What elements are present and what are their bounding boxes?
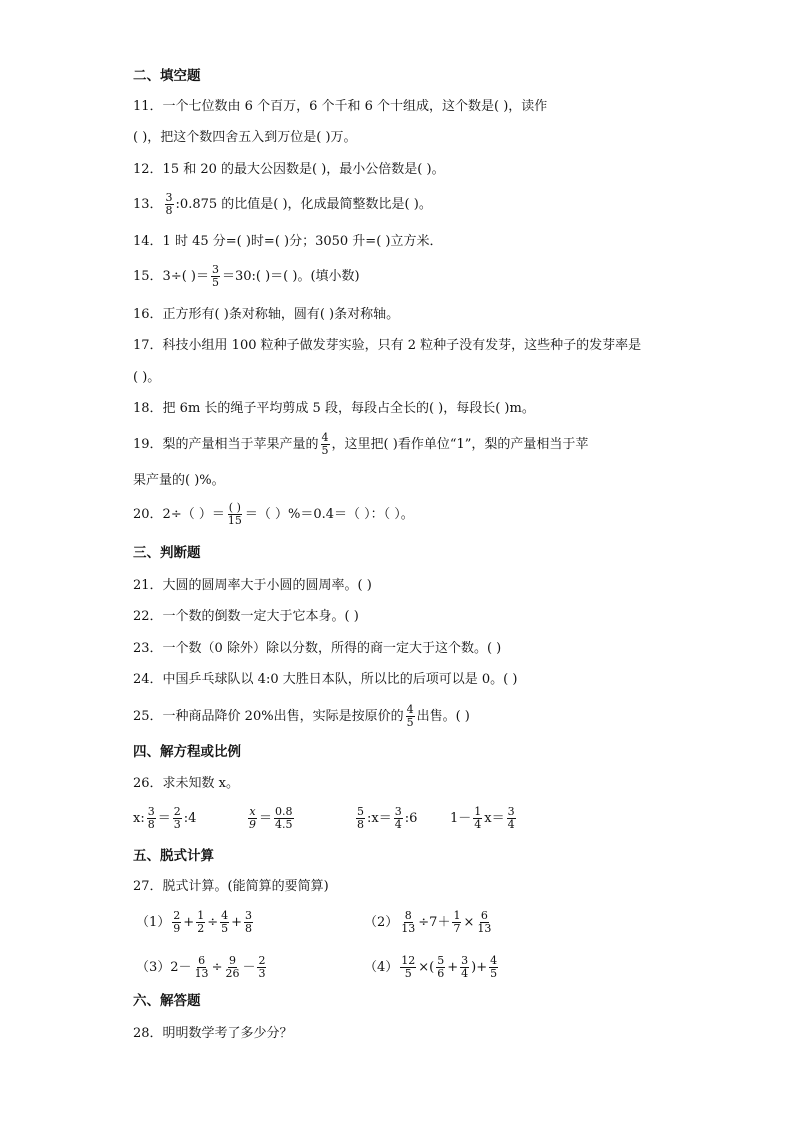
- question-25: 25．一种商品降价 20%出售，实际是按原价的 $\frac{4}{5}$ 出售。( ): [133, 703, 470, 729]
- fraction: $\frac{1}{4}$: [474, 805, 482, 831]
- question-19-line-1: 19．梨的产量相当于苹果产量的 $\frac{4}{5}$ ，这里把( )看作单位“1”，梨的产量相当于苹: [133, 431, 589, 457]
- fraction: $\frac{3}{5}$: [211, 263, 219, 289]
- question-17-line-2: ( )。: [133, 370, 161, 385]
- question-21: 21．大圆的圆周率大于小圆的圆周率。( ): [133, 578, 372, 593]
- fraction: $\frac{x}{9}$: [249, 805, 256, 831]
- question-11-line-1: 11．一个七位数由 6 个百万，6 个千和 6 个十组成，这个数是( )，读作: [133, 99, 548, 114]
- question-24: 24．中国乒乓球队以 4:0 大胜日本队，所以比的后项可以是 0。( ): [133, 672, 518, 687]
- fraction: $\frac{3}{4}$: [394, 805, 402, 831]
- question-13: [133, 192, 432, 217]
- calc-problem-1: （1） $\frac{2}{9}$ + $\frac{1}{2}$ ÷ $\frac{4}{5}$ + $\frac{3}{8}$: [136, 909, 252, 935]
- equation-4: 1－ $\frac{1}{4}$ x＝ $\frac{3}{4}$: [450, 805, 515, 831]
- fraction: $\frac{4}{5}$: [221, 909, 229, 935]
- fraction: $\frac{4}{5}$: [321, 431, 329, 457]
- equation-1: x: $\frac{3}{8}$ ＝ $\frac{2}{3}$ :4: [133, 805, 197, 831]
- question-13-text: :0.875 的比值是( )，化成最简整数比是( )。: [175, 197, 432, 212]
- fraction: $\frac{5}{8}$: [357, 805, 364, 831]
- question-17-line-1: 17．科技小组用 100 粒种子做发芽实验，只有 2 粒种子没有发芽，这些种子的发芽率是: [133, 338, 642, 353]
- fraction: $\frac{3}{8}$: [165, 191, 173, 217]
- fraction: $\frac{2}{3}$: [258, 954, 266, 980]
- question-14: 14．1 时 45 分=( )时=( )分；3050 升=( )立方米．: [133, 234, 443, 249]
- question-23: 23．一个数（0 除外）除以分数，所得的商一定大于这个数。( ): [133, 641, 502, 656]
- fraction: $\frac{2}{3}$: [173, 805, 181, 831]
- equation-2: $\frac{x}{9}$ ＝ $\frac{0.8}{4.5}$: [249, 805, 293, 831]
- fraction: $\frac{0.8}{4.5}$: [275, 805, 293, 831]
- fraction: $\frac{12}{5}$: [401, 954, 416, 980]
- question-26-title: 26．求未知数 x。: [133, 776, 240, 791]
- fraction: $\frac{4}{5}$: [406, 703, 414, 729]
- question-20: 20．2÷（ ）＝ $\frac{( )}{15}$ ＝（ ）%＝0.4＝（ ）：（ ）。: [133, 501, 414, 527]
- question-15: 15．3÷( )＝ $\frac{3}{5}$ ＝30:( )＝( )。(填小数): [133, 263, 360, 289]
- section-heading-fill-in: 二、填空题: [133, 68, 201, 84]
- section-heading-true-false: 三、判断题: [133, 545, 201, 561]
- question-28: 28．明明数学考了多少分？: [133, 1026, 293, 1041]
- question-19-line-2: 果产量的( )%。: [133, 473, 225, 488]
- question-11-line-2: ( )，把这个数四舍五入到万位是( )万。: [133, 130, 357, 145]
- question-18: 18．把 6m 长的绳子平均剪成 5 段，每段占全长的( )，每段长( )m。: [133, 401, 535, 416]
- fraction: $\frac{( )}{15}$: [227, 501, 242, 527]
- fraction: $\frac{1}{2}$: [197, 909, 205, 935]
- fraction: $\frac{1}{7}$: [453, 909, 461, 935]
- fraction: $\frac{5}{6}$: [437, 954, 445, 980]
- fraction: $\frac{4}{5}$: [490, 954, 498, 980]
- question-16: 16．正方形有( )条对称轴，圆有( )条对称轴。: [133, 307, 400, 322]
- section-heading-word-problems: 六、解答题: [133, 993, 201, 1009]
- equation-3: $\frac{5}{8}$ :x＝ $\frac{3}{4}$ :6: [357, 805, 418, 831]
- question-13-number: 13．: [133, 197, 163, 212]
- fraction: $\frac{6}{13}$: [194, 954, 209, 980]
- calc-problem-3: （3）2－ $\frac{6}{13}$ ÷ $\frac{9}{26}$ － $\frac{2}{3}$: [136, 954, 266, 980]
- fraction: $\frac{3}{4}$: [461, 954, 469, 980]
- question-27-title: 27．脱式计算。(能简算的要简算): [133, 879, 329, 894]
- question-22: 22．一个数的倒数一定大于它本身。( ): [133, 609, 359, 624]
- fraction: $\frac{6}{13}$: [477, 909, 492, 935]
- fraction: $\frac{3}{8}$: [147, 805, 155, 831]
- fraction: $\frac{9}{26}$: [225, 954, 240, 980]
- section-heading-equations: 四、解方程或比例: [133, 744, 241, 760]
- section-heading-calculation: 五、脱式计算: [133, 848, 214, 864]
- fraction: $\frac{3}{4}$: [507, 805, 515, 831]
- fraction: $\frac{8}{13}$: [401, 909, 416, 935]
- question-12: 12．15 和 20 的最大公因数是( )，最小公倍数是( )。: [133, 162, 445, 177]
- calc-problem-2: （2） $\frac{8}{13}$ ÷7＋ $\frac{1}{7}$ × $\frac{6}{13}$: [364, 909, 492, 935]
- fraction: $\frac{3}{8}$: [245, 909, 252, 935]
- fraction: $\frac{2}{9}$: [173, 909, 181, 935]
- calc-problem-4: （4） $\frac{12}{5}$ ×( $\frac{5}{6}$ + $\frac{3}{4}$ )+ $\frac{4}{5}$: [364, 954, 498, 980]
